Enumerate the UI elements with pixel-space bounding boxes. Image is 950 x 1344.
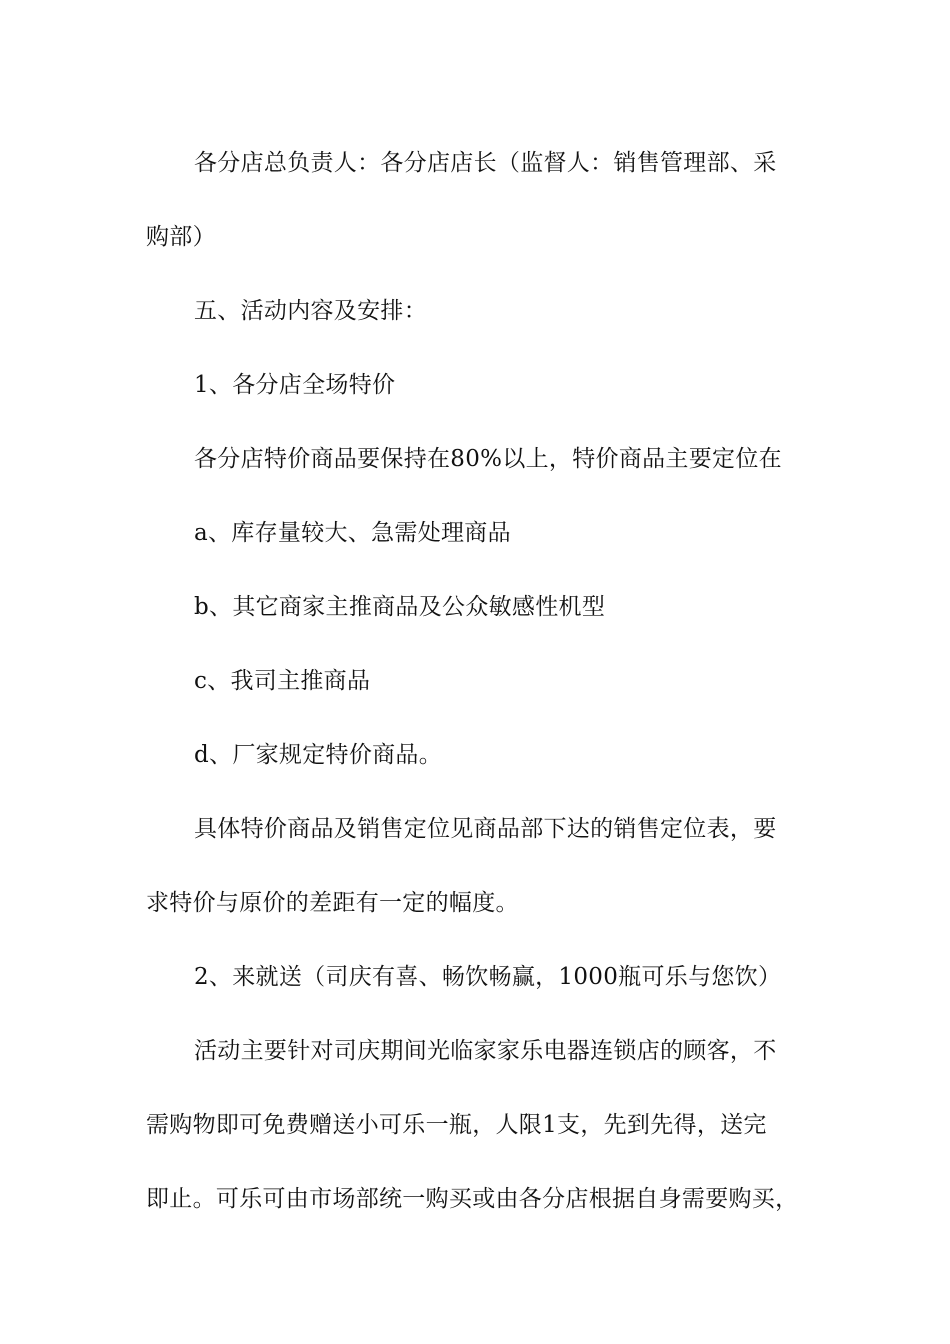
text-line: 具体特价商品及销售定位见商品部下达的销售定位表，要 (194, 816, 777, 842)
text-line: 活动主要针对司庆期间光临家家乐电器连锁店的顾客，不 (194, 1038, 777, 1064)
section-heading: 五、活动内容及安排： (194, 298, 427, 324)
subsection-heading: 2、来就送（司庆有喜、畅饮畅赢，1000瓶可乐与您饮） (194, 964, 782, 990)
text-line: 求特价与原价的差距有一定的幅度。 (146, 890, 519, 916)
subsection-heading: 1、各分店全场特价 (194, 372, 396, 398)
text-line: 各分店总负责人：各分店店长（监督人：销售管理部、采 (194, 150, 777, 176)
text-line: 即止。可乐可由市场部统一购买或由各分店根据自身需要购买， (146, 1186, 799, 1212)
list-item: b、其它商家主推商品及公众敏感性机型 (194, 594, 606, 620)
list-item: a、库存量较大、急需处理商品 (194, 520, 511, 546)
text-line: 需购物即可免费赠送小可乐一瓶，人限1支，先到先得，送完 (146, 1112, 767, 1138)
list-item: d、厂家规定特价商品。 (194, 742, 443, 768)
text-line: 各分店特价商品要保持在80%以上，特价商品主要定位在 (194, 446, 782, 472)
document-body (146, 126, 806, 1236)
text-line: 购部） (146, 224, 216, 250)
list-item: c、我司主推商品 (194, 668, 371, 694)
